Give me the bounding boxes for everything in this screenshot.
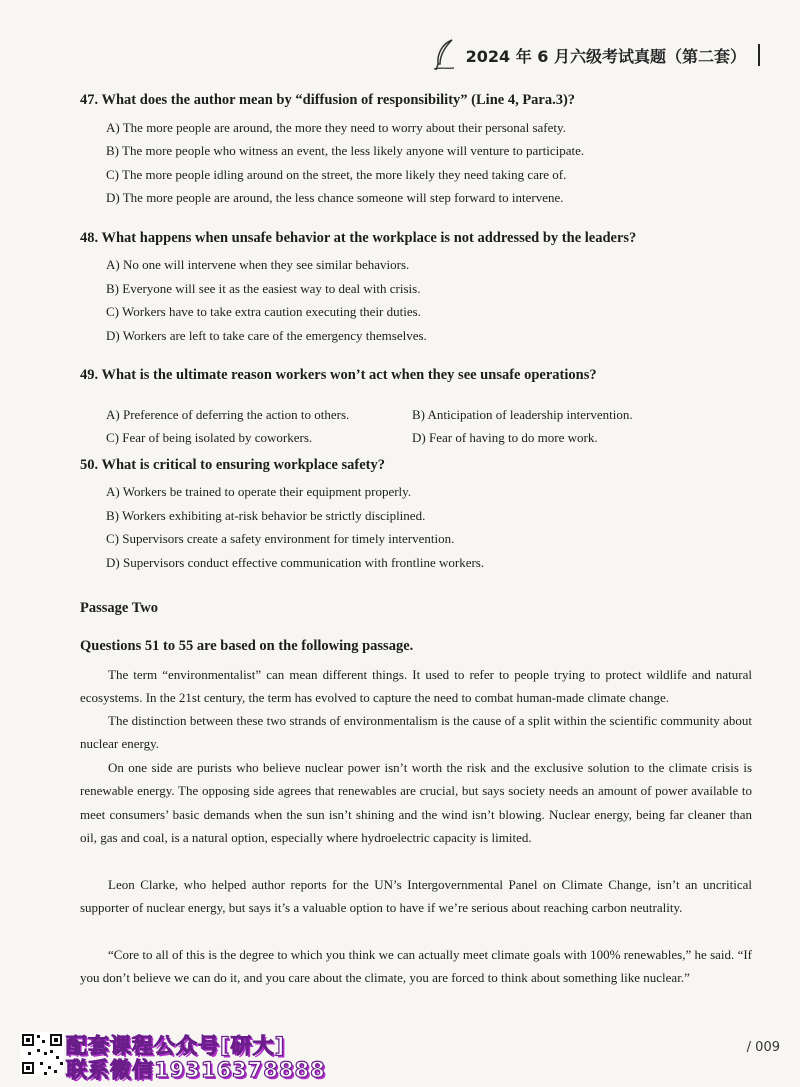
option-d: D) Workers are left to take care of the emergency themselves. [106, 328, 427, 343]
option-a: A) No one will intervene when they see similar behaviors. [106, 257, 410, 272]
question-title: 50. What is critical to ensuring workplace safety? [80, 457, 386, 473]
option-b: B) Anticipation of leadership intervention. [412, 407, 633, 422]
header-title: 2024 年 6 月六级考试真题（第二套） [465, 46, 746, 66]
promo-line-2: 联系微信19316378888 [66, 1058, 326, 1082]
paragraph-1: The term “environmentalist” can mean different things. It used to refer to people trying to protect wildlife and natural ecosystems. In the 21st century, the term has evolved to capture the need to combat human-made climate change. [80, 667, 752, 706]
option-d: D) The more people are around, the less chance someone will step forward to intervene. [106, 190, 564, 205]
question-47 [80, 92, 760, 205]
option-b: B) Everyone will see it as the easiest way to deal with crisis. [106, 281, 421, 296]
option-d: D) Supervisors conduct effective communication with frontline workers. [106, 555, 485, 570]
option-c: C) Fear of being isolated by coworkers. [106, 430, 313, 445]
option-c: C) Workers have to take extra caution executing their duties. [106, 304, 421, 319]
option-b: B) Workers exhibiting at-risk behavior be strictly disciplined. [106, 508, 426, 523]
option-c: C) The more people idling around on the street, the more likely they need taking care of. [106, 167, 567, 182]
question-title: 49. What is the ultimate reason workers won’t act when they see unsafe operations? [80, 367, 597, 383]
question-50 [80, 457, 760, 570]
option-a: A) Workers be trained to operate their equipment properly. [106, 484, 412, 499]
option-d: D) Fear of having to do more work. [412, 430, 598, 445]
question-title: 47. What does the author mean by “diffusion of responsibility” (Line 4, Para.3)? [80, 92, 576, 108]
page-header [432, 38, 760, 72]
question-title: 48. What happens when unsafe behavior at the workplace is not addressed by the leaders? [80, 230, 637, 246]
header-divider [758, 44, 760, 66]
quill-pen-icon [432, 38, 458, 72]
paragraph-5: “Core to all of this is the degree to which you think we can actually meet climate goals with 100% renewables,” he said. “If you don’t believe we can do it, and you care about the climate, you are forced to think about something like nuclear.” [80, 947, 752, 986]
paragraph-3: On one side are purists who believe nuclear power isn’t worth the risk and the exclusive solution to the climate crisis is renewable energy. The opposing side agrees that renewables are crucial, but says society needs an amount of power available to meet consumers’ basic demands when the sun isn’t shining and the wind isn’t blowing. Nuclear energy, being far cleaner than oil, gas and coal, is a natural option, especially where hydroelectric capacity is limited. [80, 760, 752, 846]
qr-code-icon [20, 1032, 64, 1076]
paragraph-2: The distinction between these two strands of environmentalism is the cause of a split within the scientific community about nuclear energy. [80, 713, 752, 752]
option-b: B) The more people who witness an event, the less likely anyone will venture to participate. [106, 143, 585, 158]
paragraph-4: Leon Clarke, who helped author reports for the UN’s Intergovernmental Panel on Climate Change, isn’t an uncritical supporter of nuclear energy, but says it’s a valuable option to have if we’re serious about reaching carbon neutrality. [80, 877, 752, 916]
section-heading: Passage Two [80, 600, 159, 616]
question-49 [80, 367, 760, 445]
page-number: / 009 [746, 1040, 780, 1055]
option-a: A) Preference of deferring the action to others. [106, 407, 350, 422]
question-48 [80, 230, 760, 343]
passage-intro: Questions 51 to 55 are based on the following passage. [80, 638, 414, 654]
option-c: C) Supervisors create a safety environment for timely intervention. [106, 531, 455, 546]
promo-line-1: 配套课程公众号[研大] [66, 1034, 286, 1058]
option-a: A) The more people are around, the more they need to worry about their personal safety. [106, 120, 566, 135]
